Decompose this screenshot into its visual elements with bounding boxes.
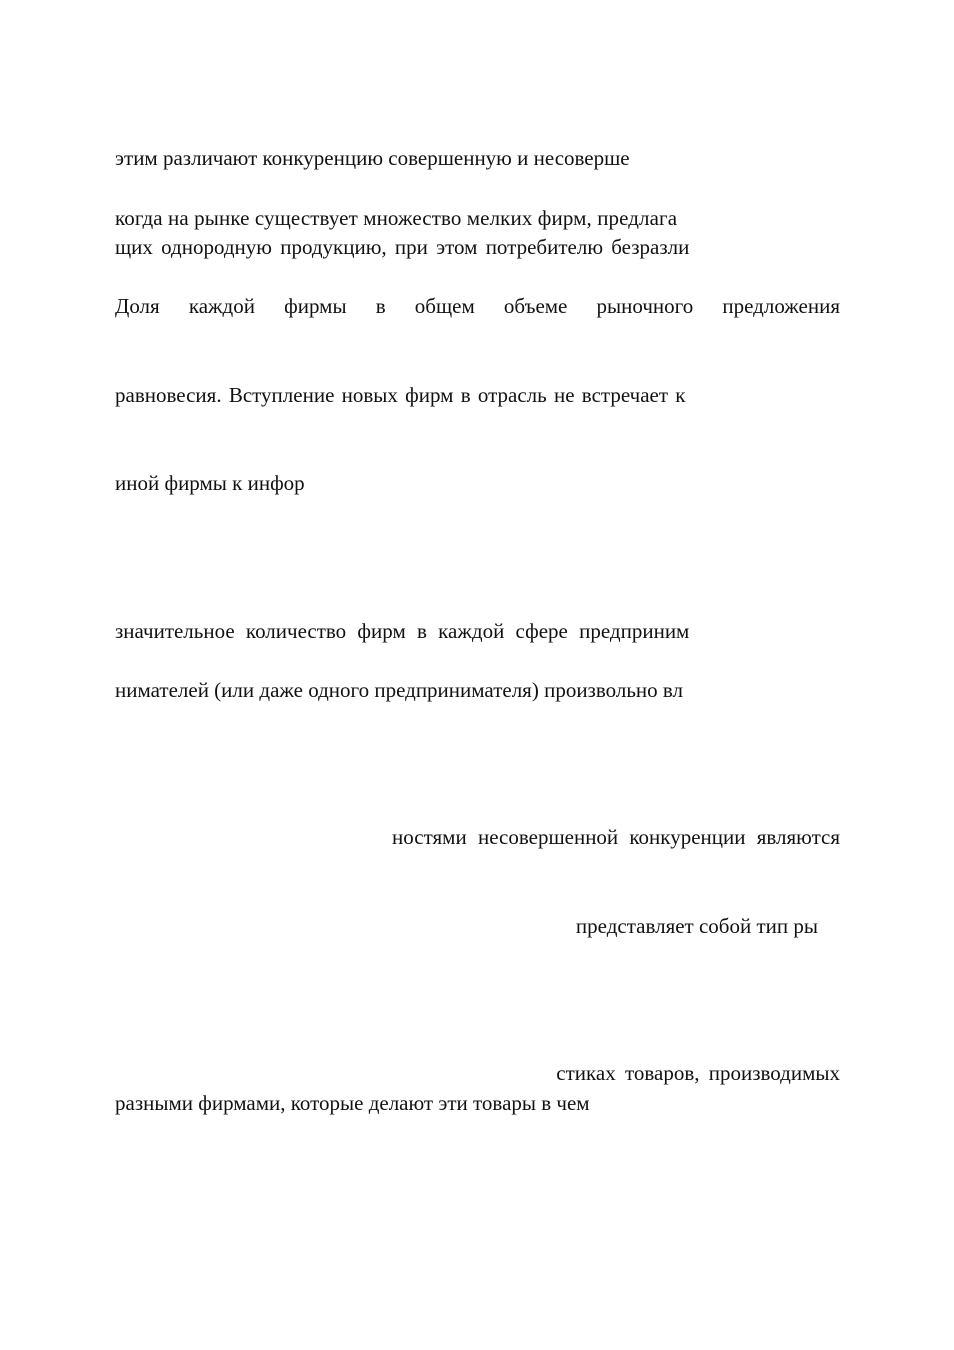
text-line-7: значительное количество фирм в каждой сфере предприним bbox=[115, 619, 690, 643]
text-line-3: щих однородную продукцию, при этом потребителю безразли bbox=[115, 235, 690, 259]
text-line-1: этим различают конкуренцию совершенную и несоверше bbox=[115, 146, 630, 170]
text-line-9: ностями несовершенной конкуренции являются bbox=[392, 825, 840, 849]
text-line-11: стиках товаров, производимых bbox=[556, 1061, 840, 1085]
text-line-5: равновесия. Вступление новых фирм в отрасль не встречает к bbox=[115, 383, 686, 407]
text-line-2: когда на рынке существует множество мелких фирм, предлага bbox=[115, 206, 678, 230]
text-line-4: Доля каждой фирмы в общем объеме рыночного предложения bbox=[115, 294, 840, 318]
text-line-8: нимателей (или даже одного предпринимателя) произвольно вл bbox=[115, 678, 684, 702]
text-line-12: разными фирмами, которые делают эти товары в чем bbox=[115, 1091, 590, 1115]
text-line-6: иной фирмы к инфор bbox=[115, 471, 305, 495]
text-line-10: представляет собой тип ры bbox=[575, 914, 818, 938]
